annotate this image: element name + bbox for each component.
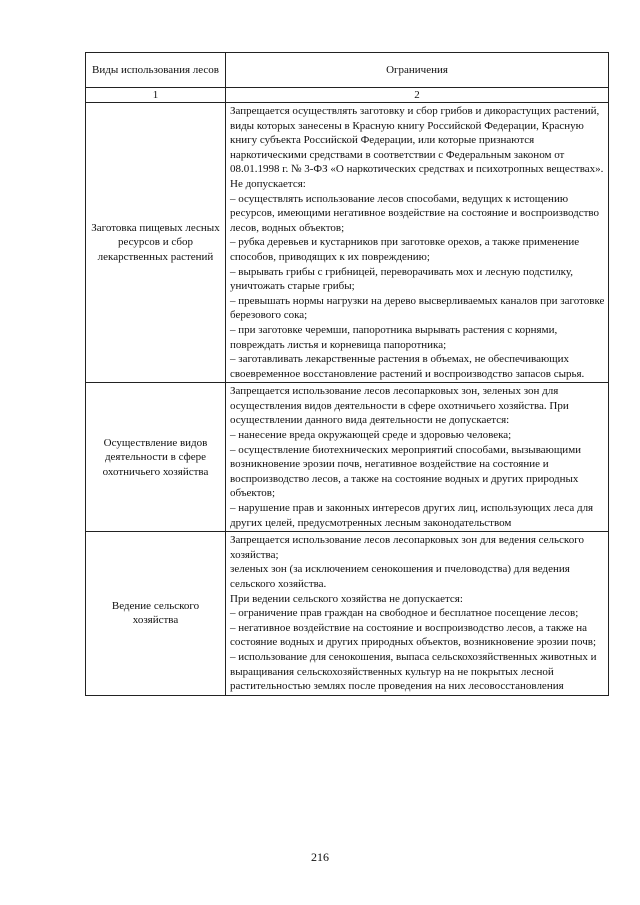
row-restrictions xyxy=(226,383,609,532)
row-forest-use-type: Заготовка пищевых лесных ресурсов и сбор лекарственных растений xyxy=(86,103,226,383)
table-row xyxy=(86,383,609,532)
row-restrictions xyxy=(226,103,609,383)
restriction-line: – использование для сенокошения, выпаса сельскохозяйственных животных и выращивания сельскохозяйственных культур на не покрытых лесной растительностью землях после проведения на них лесовосстановления xyxy=(230,650,597,693)
restriction-line: – заготавливать лекарственные растения в объемах, не обеспечивающих своевременное восстановление растений и воспроизводство запасов сырья. xyxy=(230,353,585,380)
restriction-line: Не допускается: xyxy=(230,177,306,190)
table-row xyxy=(86,532,609,696)
restriction-line: – нарушение прав и законных интересов других лиц, использующих леса для других целей, предусмотренных лесным законодательством xyxy=(230,502,594,529)
restriction-line: – негативное воздействие на состояние и воспроизводство лесов, а также на состояние водных и других природных объектов, возникновение эрозии почв; xyxy=(230,621,597,649)
restriction-line: Запрещается использование лесов лесопарковых зон для ведения сельского хозяйства; xyxy=(230,534,584,561)
table-row xyxy=(86,103,609,383)
page-number: 216 xyxy=(311,850,329,864)
restriction-line: – превышать нормы нагрузки на дерево высверливаемых каналов при заготовке березового сока; xyxy=(230,294,605,322)
restriction-line: Запрещается осуществлять заготовку и сбор грибов и дикорастущих растений, виды которых занесены в Красную книгу Российской Федерации, Красную книгу субъекта Российской Федерации, или которые признаются наркотическими средствами в соответствии с Федеральным законом от 08.01.1998 г. № 3-ФЗ «О наркотических средствах и психотропных веществах». xyxy=(230,105,604,176)
restriction-line: – ограничение прав граждан на свободное и бесплатное посещение лесов; xyxy=(230,607,579,620)
restriction-line: – осуществление биотехнических мероприятий способами, вызывающими возникновение эрозии почв, негативное воздействие на состояние и воспроизводство лесов, а также на состояние водных и других природных объектов; xyxy=(230,443,582,500)
forest-use-restrictions-table xyxy=(85,52,609,696)
restriction-line: Запрещается использование лесов лесопарковых зон, зеленых зон для осуществления видов деятельности в сфере охотничьего хозяйства. При осуществлении данного вида деятельности не допускается: xyxy=(230,385,569,427)
column-number-row xyxy=(86,88,609,103)
restriction-line: – нанесение вреда окружающей среде и здоровью человека; xyxy=(230,429,512,442)
restriction-line: – вырывать грибы с грибницей, переворачивать мох и лесную подстилку, уничтожать старые грибы; xyxy=(230,265,574,293)
restriction-line: – рубка деревьев и кустарников при заготовке орехов, а также применение способов, приводящих к их повреждению; xyxy=(230,236,580,263)
restriction-line: зеленых зон (за исключением сенокошения и пчеловодства) для ведения сельского хозяйства. xyxy=(230,563,570,590)
column-number-1: 1 xyxy=(86,88,226,103)
row-forest-use-type: Осуществление видов деятельности в сфере охотничьего хозяйства xyxy=(86,383,226,532)
header-restrictions: Ограничения xyxy=(226,53,609,88)
restriction-line: – осуществлять использование лесов способами, ведущих к истощению ресурсов, имеющими негативное воздействие на состояние и воспроизводство лесов, водных объектов; xyxy=(230,192,600,234)
header-forest-use-types: Виды использования лесов xyxy=(86,53,226,88)
restriction-line: – при заготовке черемши, папоротника вырывать растения с корнями, повреждать листья и корневища папоротника; xyxy=(230,323,558,351)
row-forest-use-type: Ведение сельского хозяйства xyxy=(86,532,226,696)
row-restrictions xyxy=(226,532,609,696)
column-number-2: 2 xyxy=(226,88,609,103)
table-header-row xyxy=(86,53,609,88)
restriction-line: При ведении сельского хозяйства не допускается: xyxy=(230,592,463,605)
